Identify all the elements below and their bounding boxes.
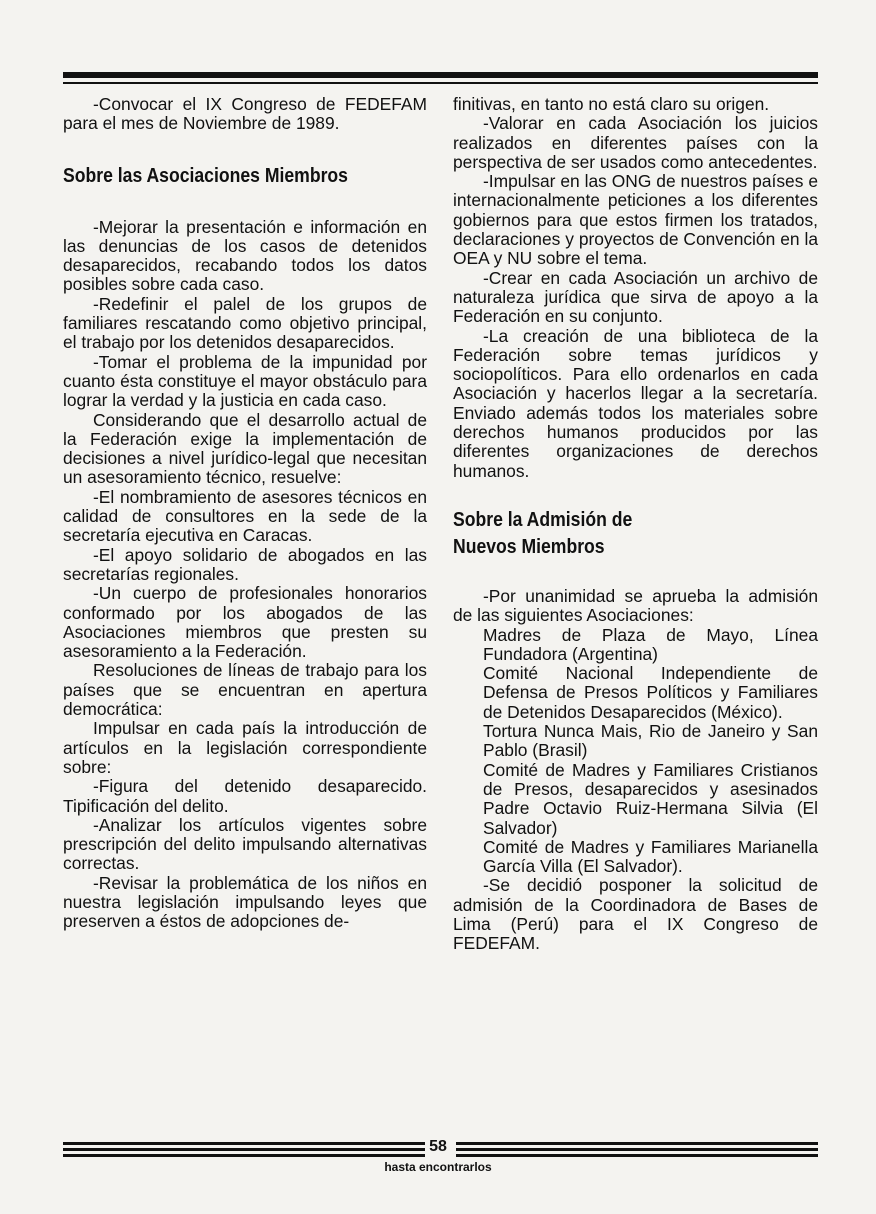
paragraph: -Impulsar en las ONG de nuestros países e internacionalmente peticiones a los diferentes gobiernos para que estos firmen los tratados, declaraciones y proyectos de Convención en la OEA y NU sobre el tema. bbox=[453, 171, 818, 269]
paragraph: -Revisar la problemática de los niños en nuestra legislación impulsando leyes que preserven a éstos de adopciones de- bbox=[63, 872, 427, 932]
paragraph: -El nombramiento de asesores técnicos en calidad de consultores en la sede de la secretaría ejecutiva en Caracas. bbox=[63, 486, 427, 546]
paragraph: -Crear en cada Asociación un archivo de naturaleza jurídica que sirva de apoyo a la Federación en su conjunto. bbox=[453, 267, 818, 327]
paragraph: -Se decidió posponer la solicitud de admisión de la Coordinadora de Bases de Lima (Perú) para el IX Congreso de FEDEFAM. bbox=[453, 875, 818, 954]
list-item: Tortura Nunca Mais, Rio de Janeiro y San Pablo (Brasil) bbox=[483, 721, 818, 761]
paragraph: -La creación de una biblioteca de la Federación sobre temas jurídicos y sociopolíticos. Para ello ordenarlos en cada Asociación y hacerlos llegar a la secretaría. Enviado además todos los materiales sobre derechos humanos producidos por las diferentes organizaciones de derechos humanos. bbox=[453, 325, 818, 481]
heading-line: Sobre la Admisión de bbox=[453, 508, 633, 531]
section-heading-admision bbox=[453, 507, 774, 561]
paragraph: finitivas, en tanto no está claro su origen. bbox=[453, 94, 770, 114]
list-item: Comité de Madres y Familiares Marianella García Villa (El Salvador). bbox=[483, 836, 818, 877]
paragraph: Impulsar en cada país la introducción de artículos en la legislación correspondiente sobre: bbox=[63, 718, 427, 777]
paragraph: -Un cuerpo de profesionales honorarios conformado por los abogados de las Asociaciones miembros que presten su asesoramiento a la Federación. bbox=[63, 583, 427, 662]
page-number: 58 bbox=[429, 1138, 447, 1155]
paragraph: -Figura del detenido desaparecido. Tipificación del delito. bbox=[63, 776, 427, 816]
right-column bbox=[453, 95, 818, 954]
paragraph: -El apoyo solidario de abogados en las secretarías regionales. bbox=[63, 544, 427, 584]
paragraph: -Tomar el problema de la impunidad por cuanto ésta constituye el mayor obstáculo para lograr la verdad y la justicia en cada caso. bbox=[63, 351, 427, 411]
list-item: Madres de Plaza de Mayo, Línea Fundadora (Argentina) bbox=[483, 624, 818, 664]
list-item: Comité de Madres y Familiares Cristianos de Presos, desaparecidos y asesinados Padre Octavio Ruiz-Hermana Silvia (El Salvador) bbox=[483, 759, 818, 838]
section-heading-asociaciones: Sobre las Asociaciones Miembros bbox=[63, 164, 348, 187]
paragraph: -Redefinir el palel de los grupos de familiares rescatando como objetivo principal, el trabajo por los detenidos desaparecidos. bbox=[63, 293, 427, 353]
paragraph: Resoluciones de líneas de trabajo para los países que se encuentran en apertura democrática: bbox=[63, 660, 427, 720]
left-column bbox=[63, 95, 427, 932]
publication-footer: hasta encontrarlos bbox=[384, 1160, 492, 1174]
paragraph: -Por unanimidad se aprueba la admisión de las siguientes Asociaciones: bbox=[453, 585, 818, 626]
paragraph: Considerando que el desarrollo actual de la Federación exige la implementación de decisiones a nivel jurídico-legal que necesitan un asesoramiento técnico, resuelve: bbox=[63, 409, 427, 488]
heading-line: Nuevos Miembros bbox=[453, 535, 605, 558]
paragraph: -Valorar en cada Asociación los juicios realizados en diferentes países con la perspectiva de ser usados como antecedentes. bbox=[453, 113, 818, 172]
paragraph: -Convocar el IX Congreso de FEDEFAM para el mes de Noviembre de 1989. bbox=[63, 94, 427, 134]
paragraph: -Mejorar la presentación e información en las denuncias de los casos de detenidos desaparecidos, recabando todos los datos posibles sobre cada caso. bbox=[63, 216, 427, 295]
top-rule bbox=[63, 72, 818, 86]
list-item: Comité Nacional Independiente de Defensa de Presos Políticos y Familiares de Detenidos Desaparecidos (México). bbox=[483, 663, 818, 722]
paragraph: -Analizar los artículos vigentes sobre prescripción del delito impulsando alternativas correctas. bbox=[63, 814, 427, 874]
